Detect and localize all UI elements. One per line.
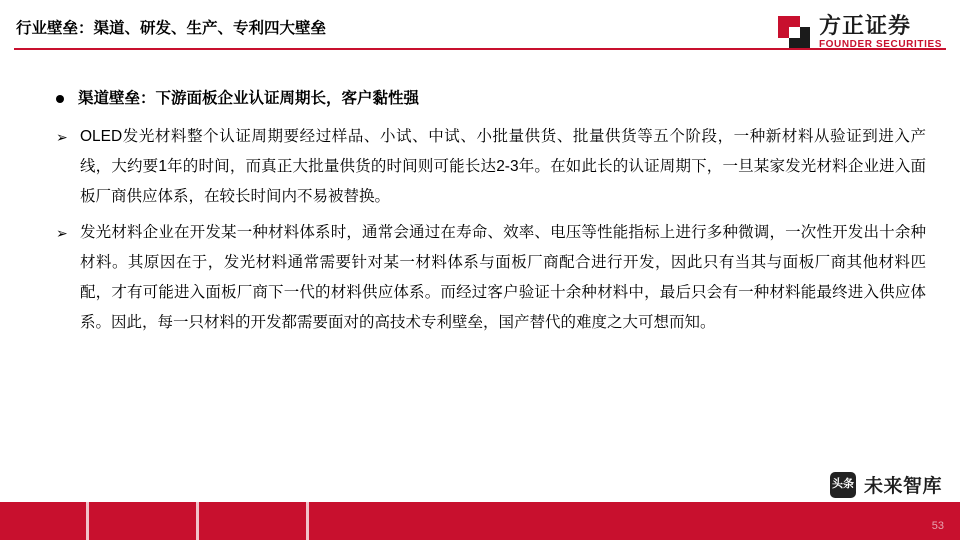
page-title: 行业壁垒：渠道、研发、生产、专利四大壁垒 xyxy=(16,20,327,37)
logo-name-cn: 方正证券 xyxy=(818,13,911,38)
arrow-bullet-icon: ➢ xyxy=(56,225,68,241)
company-logo xyxy=(778,14,942,51)
logo-name-en: FOUNDER SECURITIES xyxy=(818,39,942,51)
bullet-dot-icon xyxy=(56,88,78,110)
content-heading xyxy=(56,88,926,110)
footer-stripe xyxy=(306,502,309,540)
page-number: 53 xyxy=(931,520,944,532)
watermark-text: 未来智库 xyxy=(863,476,942,497)
logo-square-white xyxy=(789,27,800,38)
watermark xyxy=(830,471,942,498)
watermark-badge: 头条 xyxy=(830,472,856,498)
logo-text xyxy=(819,14,942,51)
content-paragraph-text: 发光材料企业在开发某一种材料体系时，通常会通过在寿命、效率、电压等性能指标上进行多种微调，一次性开发出十余种材料。其原因在于，发光材料通常需要针对某一材料体系与面板厂商配合进行开发，因此只有当其与面板厂商其他材料匹配，才有可能进入面板厂商下一代的材料供应体系。而经过客户验证十余种材料中，最后只会有一种材料能最终进入供应体系。因此，每一只材料的开发都需要面对的高技术专利壁垒，国产替代的难度之大可想而知。 xyxy=(80,224,926,331)
content-paragraph-text: OLED发光材料整个认证周期要经过样品、小试、中试、小批量供货、批量供货等五个阶段，一种新材料从验证到进入产线，大约要1年的时间，而真正大批量供货的时间则可能长达2-3年。在如此长的认证周期下，一旦某家发光材料企业进入面板厂商供应体系，在较长时间内不易被替换。 xyxy=(80,128,926,205)
footer-stripe xyxy=(196,502,199,540)
footer-bar xyxy=(0,502,960,540)
content-paragraph xyxy=(56,218,926,338)
arrow-bullet-icon: ➢ xyxy=(56,129,68,145)
logo-mark-icon xyxy=(778,16,810,48)
footer-stripe xyxy=(86,502,89,540)
slide-content xyxy=(56,88,926,344)
content-paragraph xyxy=(56,122,926,212)
content-heading-text: 渠道壁垒：下游面板企业认证周期长，客户黏性强 xyxy=(78,90,420,107)
